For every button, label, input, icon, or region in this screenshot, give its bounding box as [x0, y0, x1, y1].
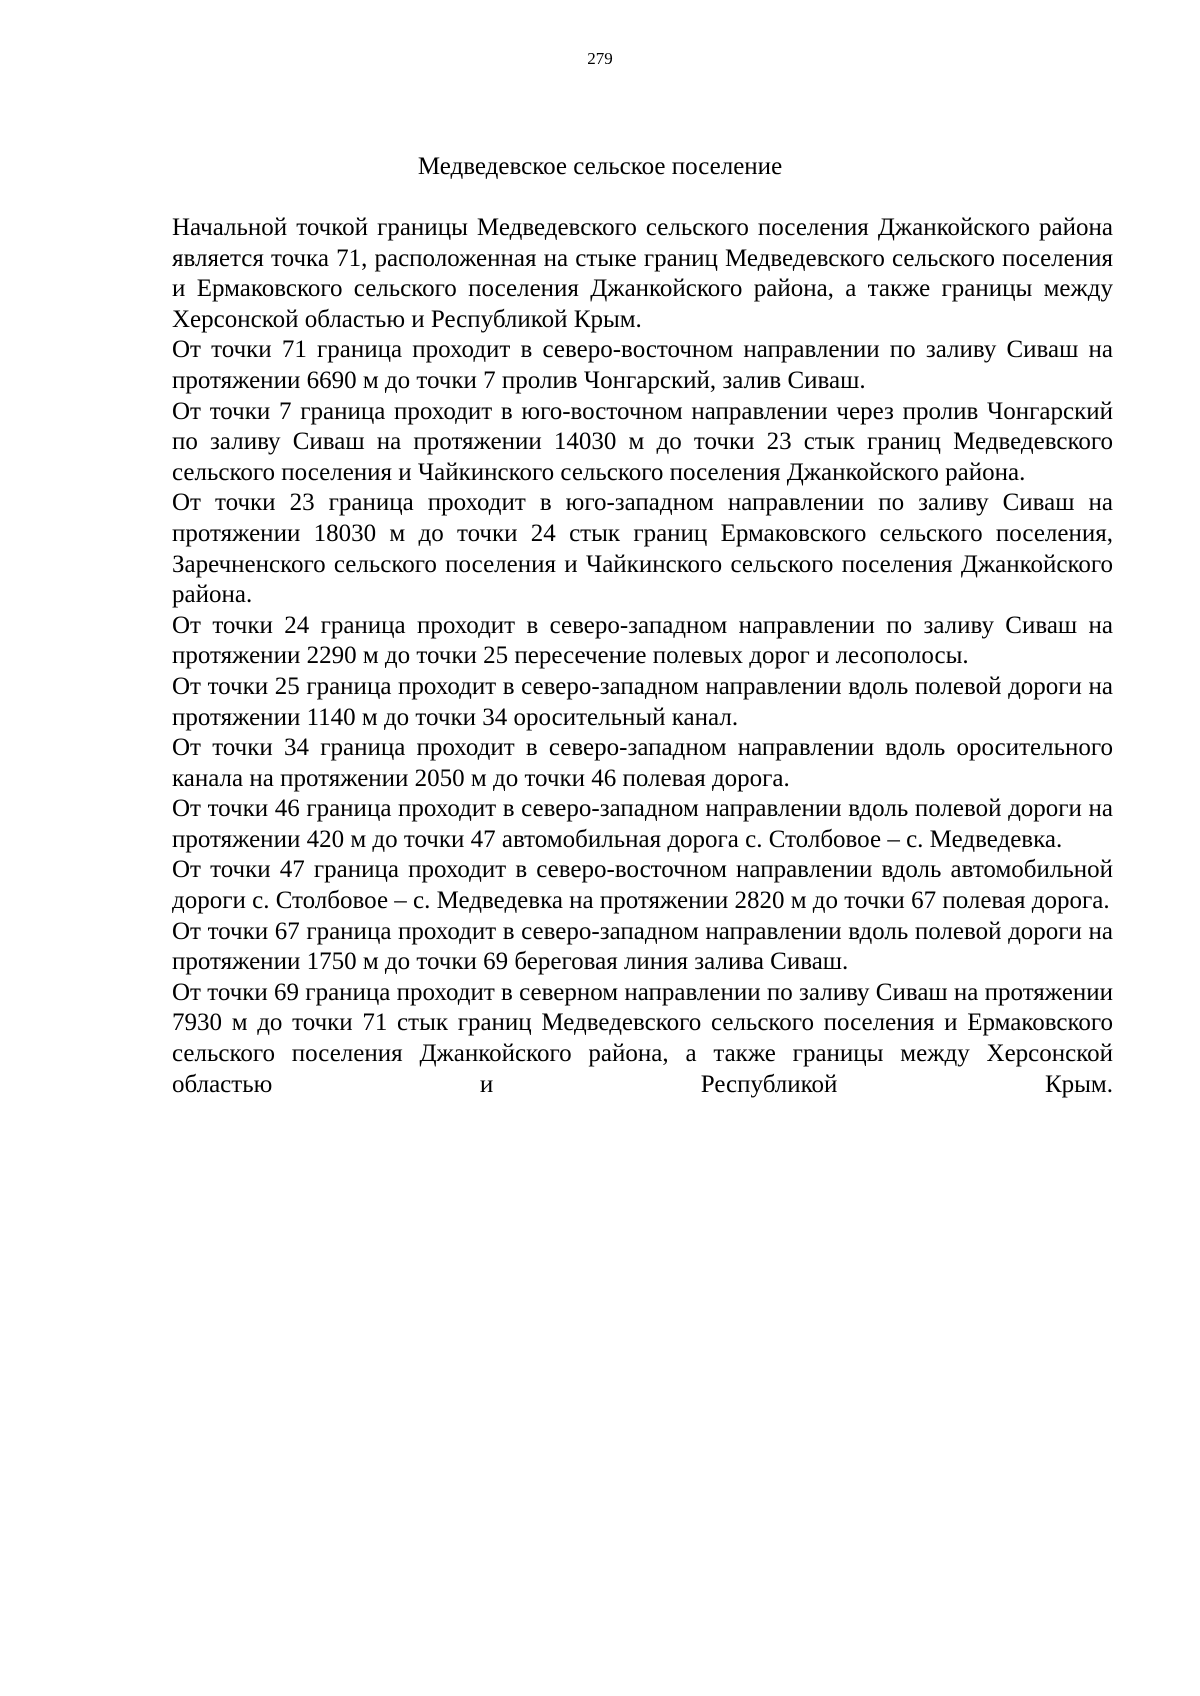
paragraph-point-23: От точки 23 граница проходит в юго-западном направлении по заливу Сиваш на протяжении 18030 м до точки 24 стык границ Ермаковского сельского поселения, Заречненского сельского поселения и Чайкинского сельского поселения Джанкойского района.: [172, 489, 1113, 609]
page-number: 279: [587, 49, 613, 68]
paragraph-point-7: От точки 7 граница проходит в юго-восточном направлении через пролив Чонгарский по заливу Сиваш на протяжении 14030 м до точки 23 стык границ Медведевского сельского поселения и Чайкинского сельского поселения Джанкойского района.: [172, 397, 1113, 486]
paragraph-point-67: От точки 67 граница проходит в северо-западном направлении вдоль полевой дороги на протяжении 1750 м до точки 69 береговая линия залива Сиваш.: [172, 917, 1113, 976]
paragraph-point-25: От точки 25 граница проходит в северо-западном направлении вдоль полевой дороги на протяжении 1140 м до точки 34 оросительный канал.: [172, 672, 1113, 731]
paragraph-point-71: От точки 71 граница проходит в северо-восточном направлении по заливу Сиваш на протяжении 6690 м до точки 7 пролив Чонгарский, залив Сиваш.: [172, 336, 1113, 394]
document-body: [172, 213, 1113, 1100]
paragraph-point-46: От точки 46 граница проходит в северо-западном направлении вдоль полевой дороги на протяжении 420 м до точки 47 автомобильная дорога с. Столбовое – с. Медведевка.: [172, 795, 1113, 853]
paragraph-point-69: От точки 69 граница проходит в северном направлении по заливу Сиваш на протяжении 7930 м до точки 71 стык границ Медведевского сельского поселения и Ермаковского сельского поселения Джанкойского района, а также границы между Херсонской областью и Республикой Крым.: [172, 978, 1113, 1098]
paragraph-point-47: От точки 47 граница проходит в северо-восточном направлении вдоль автомобильной дороги с. Столбовое – с. Медведевка на протяжении 2820 м до точки 67 полевая дорога.: [172, 856, 1113, 915]
paragraph-point-24: От точки 24 граница проходит в северо-западном направлении по заливу Сиваш на протяжении 2290 м до точки 25 пересечение полевых дорог и лесополосы.: [172, 611, 1113, 670]
paragraph-starting-point: Начальной точкой границы Медведевского сельского поселения Джанкойского района является точка 71, расположенная на стыке границ Медведевского сельского поселения и Ермаковского сельского поселения Джанкойского района, а также границы между Херсонской областью и Республикой Крым.: [172, 214, 1113, 333]
paragraph-point-34: От точки 34 граница проходит в северо-западном направлении вдоль оросительного канала на протяжении 2050 м до точки 46 полевая дорога.: [172, 734, 1113, 792]
page-title: Медведевское сельское поселение: [417, 153, 783, 180]
